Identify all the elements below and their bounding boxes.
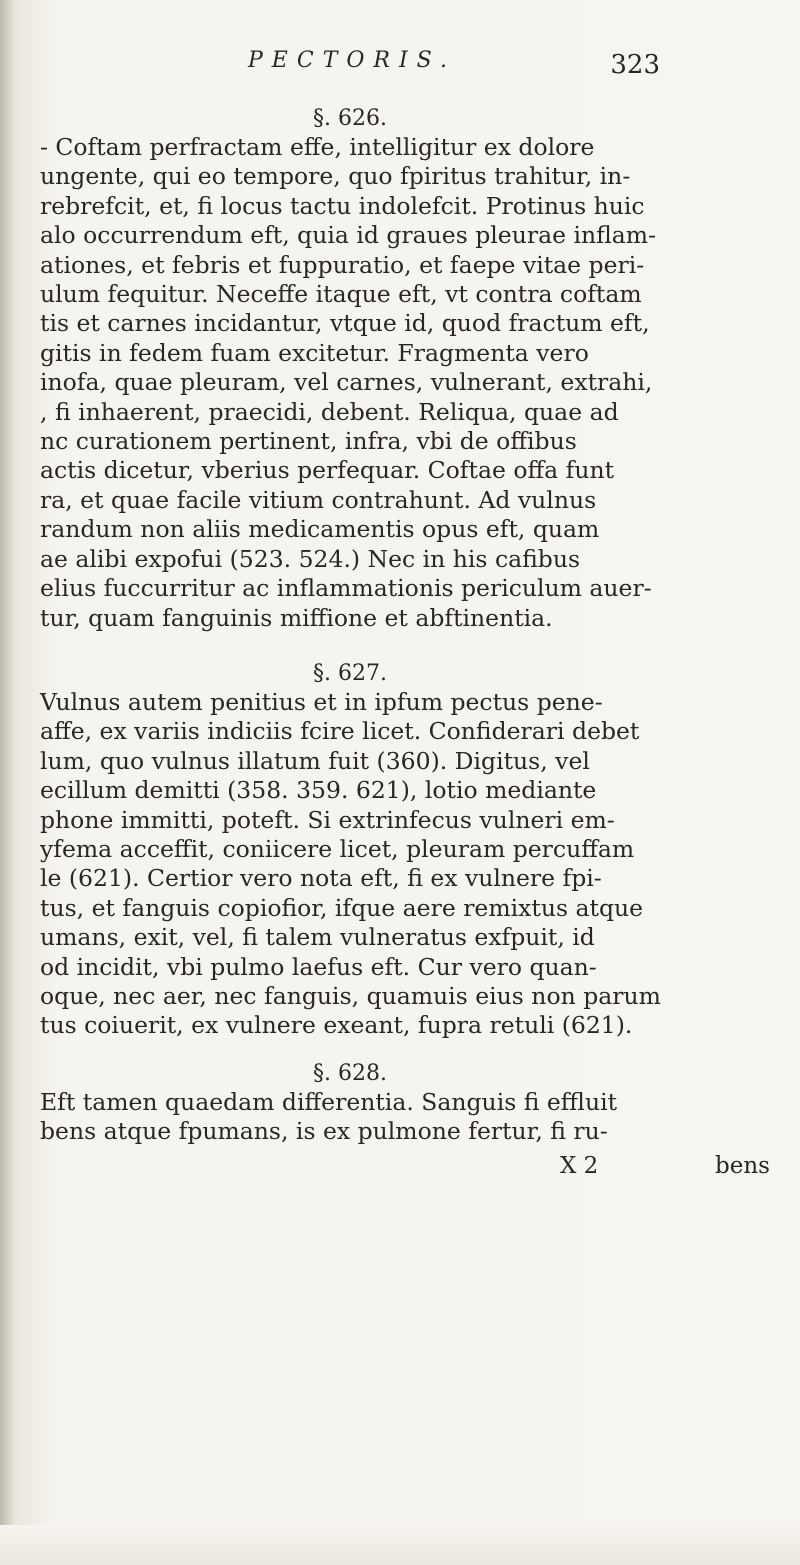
page-header: [0, 40, 800, 90]
text-line: phone immitti, poteft. Si extrinfecus vulneri em-: [40, 805, 615, 834]
text-line: umans, exit, vel, fi talem vulneratus exfpuit, id: [40, 923, 595, 952]
text-line: ationes, et febris et fuppuratio, et faepe vitae peri-: [40, 250, 645, 279]
section-number: §. 626.: [313, 106, 387, 131]
section-number: §. 627.: [313, 661, 387, 686]
text-line: ra, et quae facile vitium contrahunt. Ad vulnus: [40, 485, 597, 514]
running-head: PECTORIS.: [248, 48, 456, 73]
text-line: ungente, qui eo tempore, quo fpiritus trahitur, in-: [40, 162, 631, 191]
text-line: actis dicetur, vberius perfequar. Coftae offa funt: [40, 456, 615, 485]
text-line: tis et carnes incidantur, vtque id, quod fractum eft,: [40, 309, 650, 338]
text-line: ecillum demitti (358. 359. 621), lotio mediante: [40, 776, 597, 805]
text-line: inofa, quae pleuram, vel carnes, vulnerant, extrahi,: [40, 368, 653, 397]
text-line: - Coftam perfractam effe, intelligitur ex dolore: [40, 133, 595, 161]
text-line: , fi inhaerent, praecidi, debent. Reliqua, quae ad: [40, 397, 619, 426]
section-626: [40, 105, 660, 633]
section-number: §. 628.: [313, 1061, 387, 1086]
text-line: Vulnus autem penitius et in ipfum pectus pene-: [40, 688, 603, 716]
signature-mark: X 2: [560, 1153, 599, 1179]
text-line: tur, quam fanguinis miffione et abftinentia.: [40, 603, 553, 632]
page-footer: [0, 1153, 800, 1187]
text-line: ae alibi expofui (523. 524.) Nec in his cafibus: [40, 544, 581, 573]
page-bottom-edge: [0, 1525, 800, 1565]
text-line: tus, et fanguis copiofior, ifque aere remixtus atque: [40, 893, 644, 922]
text-line: yfema acceffit, coniicere licet, pleuram percuffam: [40, 835, 635, 864]
text-line: rebrefcit, et, fi locus tactu indolefcit. Protinus huic: [40, 191, 645, 220]
text-line: elius fuccurritur ac inflammationis periculum auer-: [40, 574, 652, 603]
text-line: le (621). Certior vero nota eft, fi ex vulnere fpi-: [40, 864, 602, 893]
text-line: nc curationem pertinent, infra, vbi de offibus: [40, 427, 577, 456]
catchword: bens: [715, 1153, 770, 1179]
text-line: affe, ex variis indiciis fcire licet. Confiderari debet: [40, 717, 640, 746]
text-line: oque, nec aer, nec fanguis, quamuis eius non parum: [40, 982, 661, 1011]
text-line: ulum fequitur. Neceffe itaque eft, vt contra coftam: [40, 280, 642, 309]
page-gutter: [0, 0, 14, 1565]
text-line: bens atque fpumans, is ex pulmone fertur, fi ru-: [40, 1117, 608, 1146]
text-line: alo occurrendum eft, quia id graues pleurae inflam-: [40, 221, 657, 250]
page-number: 323: [610, 50, 660, 80]
text-line: tus coiuerit, ex vulnere exeant, fupra retuli (621).: [40, 1011, 633, 1040]
text-line: randum non aliis medicamentis opus eft, quam: [40, 515, 600, 544]
text-line: Eft tamen quaedam differentia. Sanguis fi effluit: [40, 1088, 618, 1116]
section-628: [40, 1060, 660, 1147]
text-line: lum, quo vulnus illatum fuit (360). Digitus, vel: [40, 746, 590, 775]
text-line: od incidit, vbi pulmo laefus eft. Cur vero quan-: [40, 952, 597, 981]
text-line: gitis in fedem fuam excitetur. Fragmenta vero: [40, 338, 589, 367]
section-627: [40, 660, 660, 1041]
